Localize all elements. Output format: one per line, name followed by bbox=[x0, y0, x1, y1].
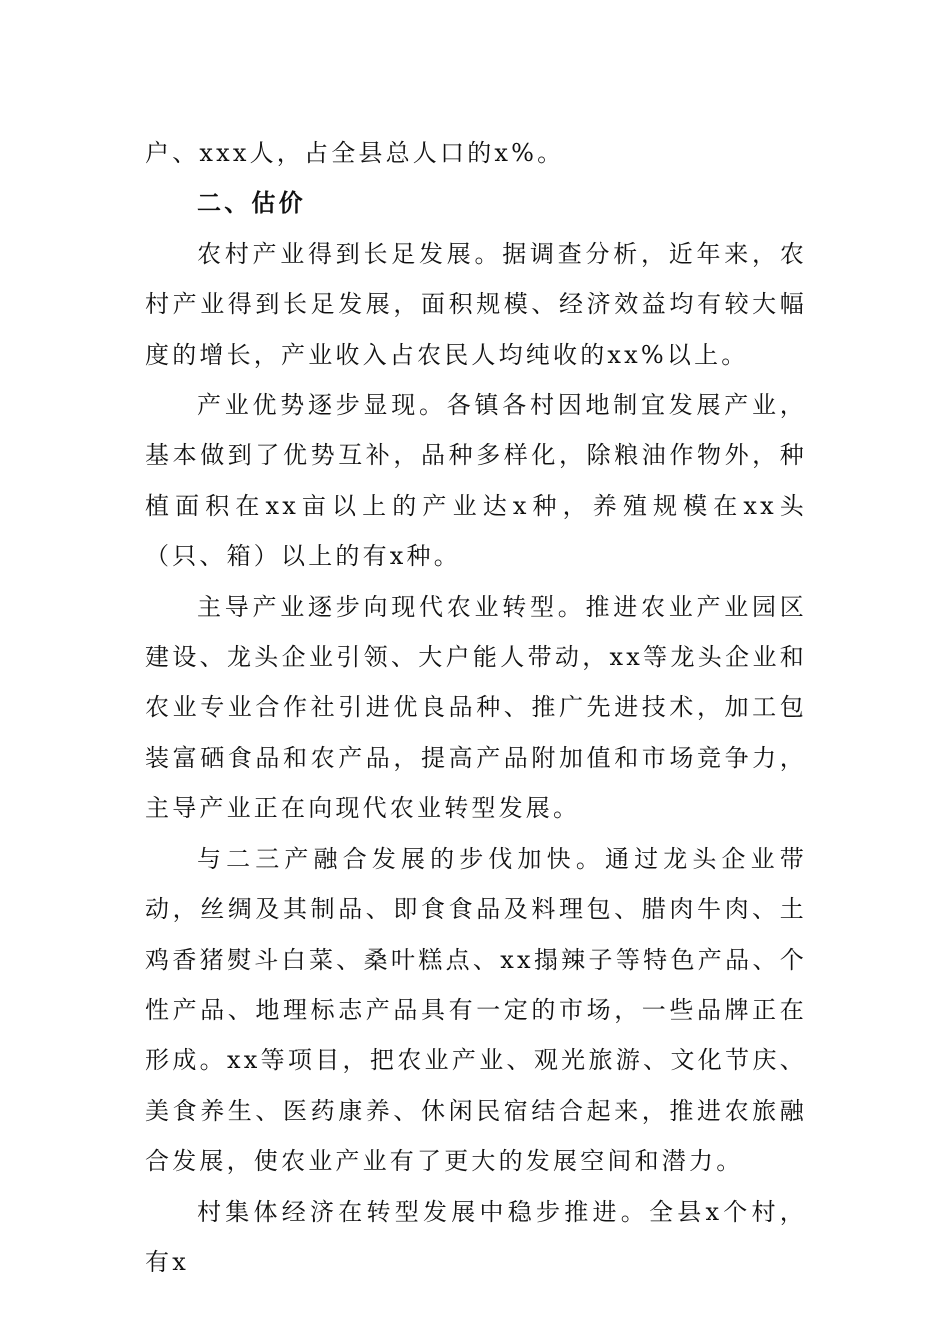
paragraph-industry-advantage: 产业优势逐步显现。各镇各村因地制宜发展产业，基本做到了优势互补，品种多样化，除粮油作物外，种植面积在xx亩以上的产业达x种，养殖规模在xx头（只、箱）以上的有x种。 bbox=[145, 391, 807, 571]
paragraph-industry-integration: 与二三产融合发展的步伐加快。通过龙头企业带动，丝绸及其制品、即食食品及料理包、腊肉牛肉、土鸡香猪熨斗白菜、桑叶糕点、xx搨辣子等特色产品、个性产品、地理标志产品具有一定的市场，一些品牌正在形成。xx等项目，把农业产业、观光旅游、文化节庆、美食养生、医药康养、休闲民宿结合起来，推进农旅融合发展，使农业产业有了更大的发展空间和潜力。 bbox=[145, 844, 807, 1176]
paragraph-modern-agriculture: 主导产业逐步向现代农业转型。推进农业产业园区建设、龙头企业引领、大户能人带动，xx等龙头企业和农业专业合作社引进优良品种、推广先进技术，加工包装富硒食品和农产品，提高产品附加值和市场竞争力，主导产业正在向现代农业转型发展。 bbox=[145, 592, 807, 823]
paragraph-continuation: 户、xxx人，占全县总人口的x%。 bbox=[145, 139, 565, 167]
paragraph-collective-economy: 村集体经济在转型发展中稳步推进。全县x个村，有x bbox=[145, 1197, 807, 1276]
paragraph-rural-industry: 农村产业得到长足发展。据调查分析，近年来，农村产业得到长足发展，面积规模、经济效益均有较大幅度的增长，产业收入占农民人均纯收的xx%以上。 bbox=[145, 239, 807, 369]
document-body bbox=[145, 128, 807, 1287]
section-heading: 二、估价 bbox=[197, 189, 306, 218]
